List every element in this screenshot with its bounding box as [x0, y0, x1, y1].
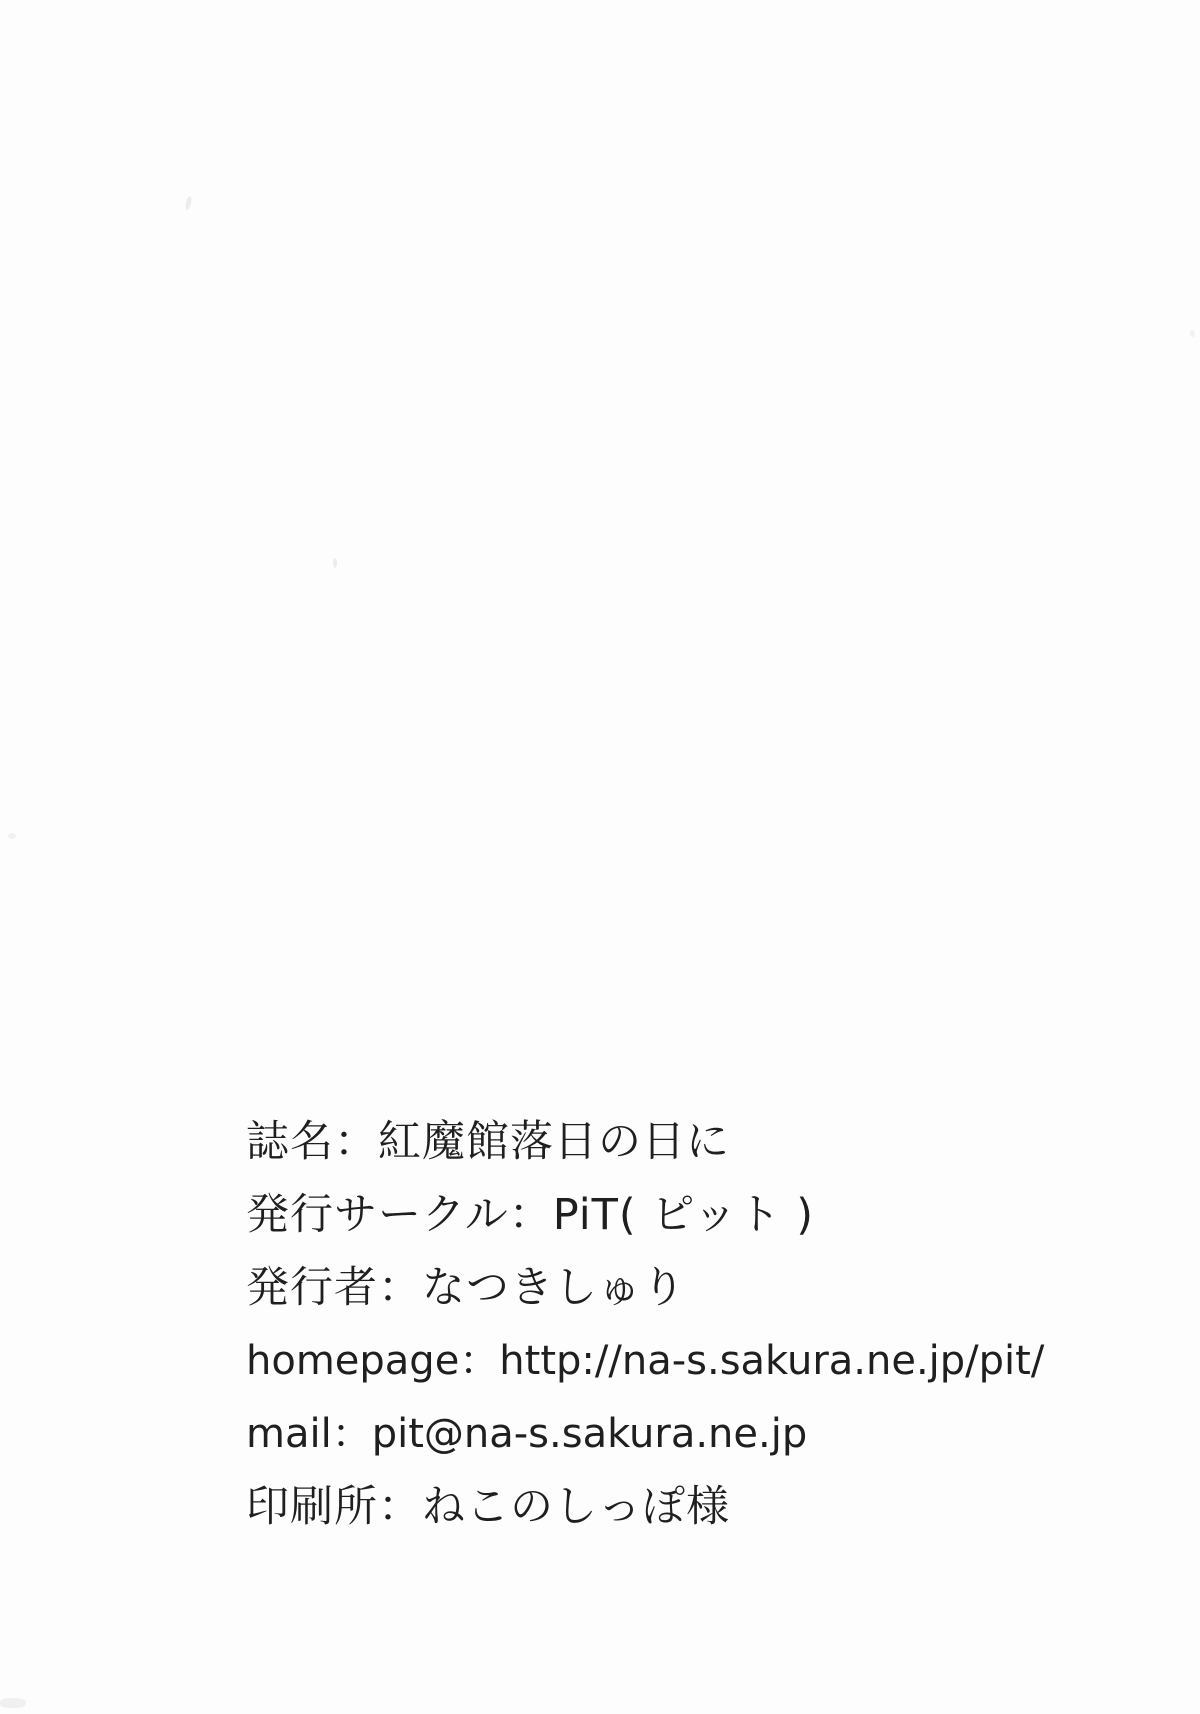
colophon-line-mail: mail：pit@na-s.sakura.ne.jp [246, 1411, 808, 1457]
colophon-line-homepage: homepage：http://na-s.sakura.ne.jp/pit/ [246, 1338, 1045, 1384]
scan-speck [8, 833, 16, 839]
colophon-line-publisher: 発行者：なつきしゅり [246, 1263, 686, 1313]
scan-smudge [0, 1698, 26, 1708]
colophon-line-title: 誌名：紅魔館落日の日に [246, 1117, 730, 1167]
colophon-text-block [246, 1106, 1044, 1544]
scan-speck [1190, 330, 1195, 337]
colophon-line-printer: 印刷所：ねこのしっぽ様 [246, 1482, 730, 1532]
colophon-line-circle: 発行サークル：PiT( ピット ) [246, 1190, 815, 1240]
scan-speck [185, 196, 193, 211]
scan-speck [333, 558, 337, 568]
